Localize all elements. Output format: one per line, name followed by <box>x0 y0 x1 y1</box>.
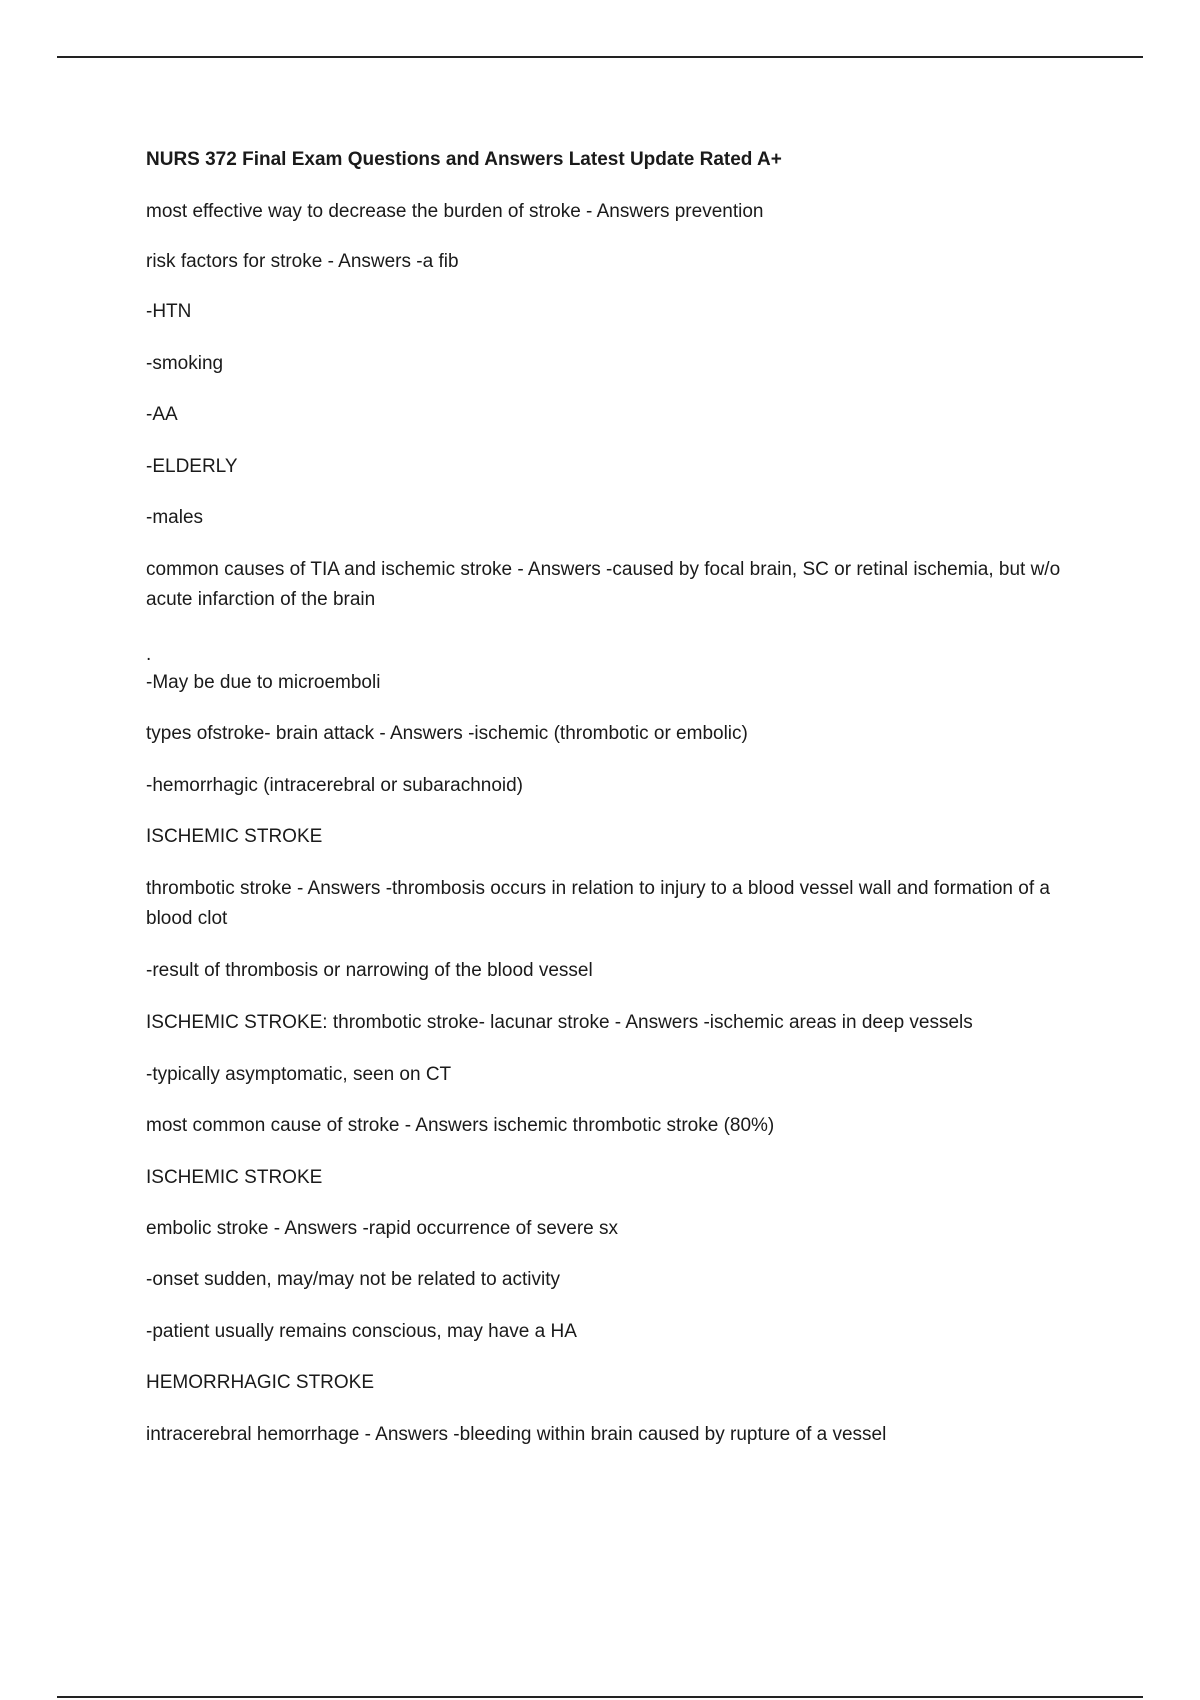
bottom-rule <box>57 1696 1143 1698</box>
qa-line: -onset sudden, may/may not be related to activity <box>146 1269 560 1290</box>
qa-line: -AA <box>146 404 178 425</box>
qa-line: embolic stroke - Answers -rapid occurrence of severe sx <box>146 1218 619 1239</box>
qa-line: -ELDERLY <box>146 456 238 477</box>
qa-line: -smoking <box>146 353 224 374</box>
qa-line: -hemorrhagic (intracerebral or subarachnoid) <box>146 775 524 796</box>
qa-line: most common cause of stroke - Answers ischemic thrombotic stroke (80%) <box>146 1115 775 1136</box>
top-rule <box>57 56 1143 58</box>
qa-line: -result of thrombosis or narrowing of the blood vessel <box>146 960 593 981</box>
qa-line: intracerebral hemorrhage - Answers -bleeding within brain caused by rupture of a vessel <box>146 1424 887 1445</box>
qa-line: most effective way to decrease the burden of stroke - Answers prevention <box>146 201 764 222</box>
qa-line: -patient usually remains conscious, may have a HA <box>146 1321 577 1342</box>
qa-line: types ofstroke- brain attack - Answers -ischemic (thrombotic or embolic) <box>146 723 748 744</box>
qa-line: -males <box>146 507 204 528</box>
qa-line: -typically asymptomatic, seen on CT <box>146 1064 452 1085</box>
qa-line: risk factors for stroke - Answers -a fib <box>146 251 459 272</box>
section-heading: ISCHEMIC STROKE <box>146 826 323 847</box>
section-heading: HEMORRHAGIC STROKE <box>146 1372 375 1393</box>
document-title: NURS 372 Final Exam Questions and Answers Latest Update Rated A+ <box>146 149 782 170</box>
qa-line: ISCHEMIC STROKE: thrombotic stroke- lacunar stroke - Answers -ischemic areas in deep vessels <box>146 1012 973 1033</box>
qa-line: common causes of TIA and ischemic stroke - Answers -caused by focal brain, SC or retinal ischemia, but w/o acute infarction of the brain <box>146 559 1061 610</box>
qa-line: . <box>146 644 152 665</box>
qa-line: -HTN <box>146 301 192 322</box>
qa-line: -May be due to microemboli <box>146 672 381 693</box>
section-heading: ISCHEMIC STROKE <box>146 1167 323 1188</box>
qa-line: thrombotic stroke - Answers -thrombosis occurs in relation to injury to a blood vessel wall and formation of a blood clot <box>146 878 1050 929</box>
